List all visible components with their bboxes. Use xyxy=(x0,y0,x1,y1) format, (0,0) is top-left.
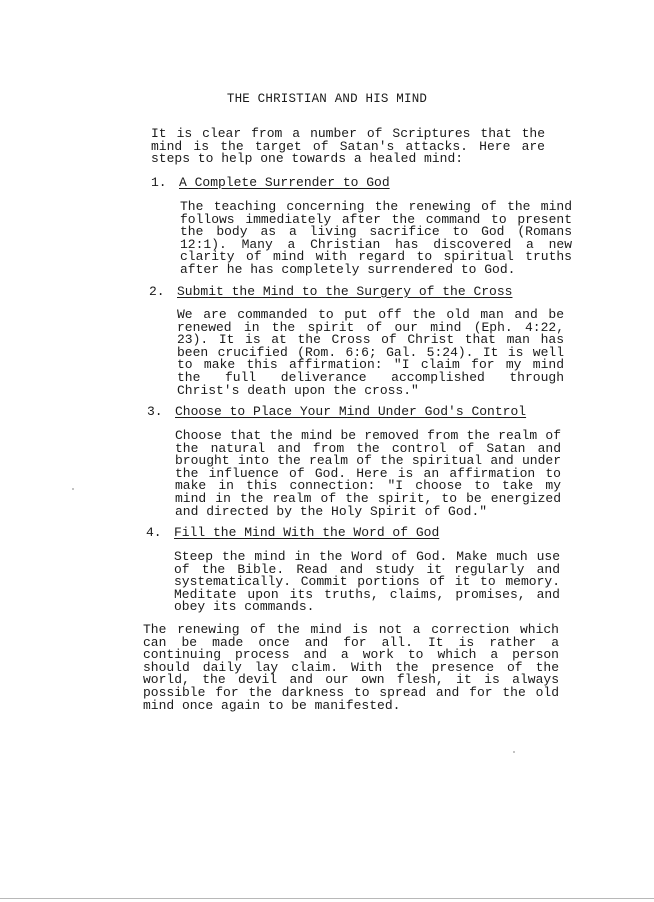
section-1-body: The teaching concerning the renewing of the mind follows immediately after the command to present the body as a living sacrifice to God (Romans 12:1). Many a Christian has discovered a new clarity of mind with regard to spiritual truths after he has completely surrendered to God. xyxy=(180,199,572,277)
page-title: THE CHRISTIAN AND HIS MIND xyxy=(226,92,428,106)
section-3-heading xyxy=(147,405,526,419)
closing-paragraph: The renewing of the mind is not a correction which can be made once and for all. It is rather a continuing process and a work to which a person should daily lay claim. With the presence of the world, the devil and our own flesh, it is always possible for the darkness to spread and for the old mind once again to be manifested. xyxy=(143,622,559,713)
scan-speck xyxy=(513,751,515,753)
section-4-body: Steep the mind in the Word of God. Make much use of the Bible. Read and study it regularly and systematically. Commit portions of it to memory. Meditate upon its truths, claims, promises, and obey its commands. xyxy=(174,549,560,615)
section-1-heading xyxy=(151,176,390,190)
section-3-number: 3. xyxy=(147,404,163,419)
section-1-number: 1. xyxy=(151,175,167,190)
scan-speck xyxy=(72,488,74,490)
section-1-title: A Complete Surrender to God xyxy=(179,175,390,190)
section-4-number: 4. xyxy=(146,525,162,540)
section-2-heading xyxy=(149,285,512,299)
intro-paragraph: It is clear from a number of Scriptures that the mind is the target of Satan's attacks. Here are steps to help one towards a healed mind: xyxy=(151,126,545,167)
section-4-title: Fill the Mind With the Word of God xyxy=(174,525,440,540)
section-3-title: Choose to Place Your Mind Under God's Control xyxy=(175,404,527,419)
section-2-title: Submit the Mind to the Surgery of the Cross xyxy=(177,284,513,299)
section-3-body: Choose that the mind be removed from the realm of the natural and from the control of Satan and brought into the realm of the spiritual and under the influence of God. Here is an affirmation to make in this connection: "I choose to take my mind in the realm of the spirit, to be energized and directed by the Holy Spirit of God." xyxy=(175,428,561,519)
section-2-body: We are commanded to put off the old man and be renewed in the spirit of our mind (Eph. 4:22, 23). It is at the Cross of Christ that man has been crucified (Rom. 6:6; Gal. 5:24). It is well to make this affirmation: "I claim for my mind the full deliverance accomplished through Christ's death upon the cross." xyxy=(177,307,564,398)
section-2-number: 2. xyxy=(149,284,165,299)
section-4-heading xyxy=(146,526,439,540)
scan-edge-line xyxy=(0,898,654,899)
